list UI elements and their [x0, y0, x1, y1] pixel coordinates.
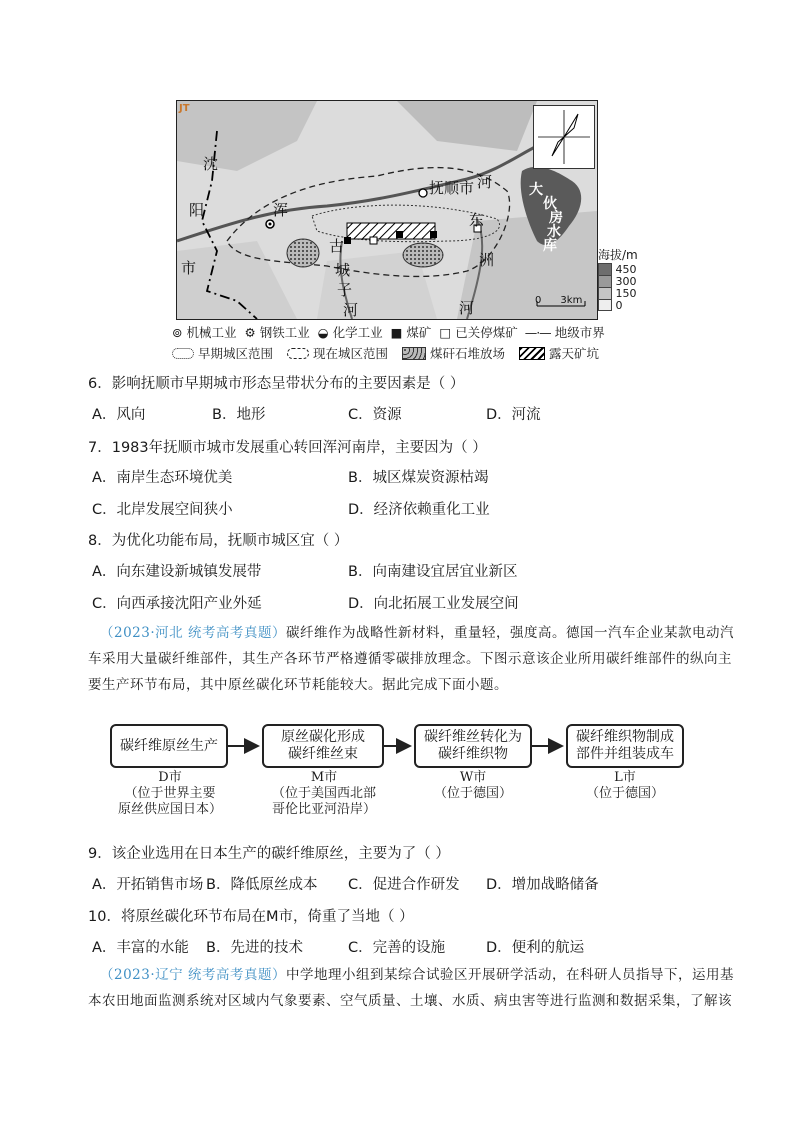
flow-step-location	[404, 770, 542, 802]
machinery-icon: ⊚	[172, 324, 183, 340]
map-label-zi: 子	[337, 281, 353, 299]
early-area-icon	[172, 348, 194, 359]
passage-line: 要生产环节布局，其中原丝碳化环节耗能较大。据此完成下面小题。	[88, 677, 508, 693]
elevation-level: 450	[615, 262, 637, 276]
legend-steel: 钢铁工业	[259, 325, 310, 340]
q7-option-b[interactable]: B．城区煤炭资源枯竭	[348, 470, 489, 486]
closed-mine-icon: □	[435, 324, 452, 340]
coal-mine-marker	[344, 237, 351, 244]
chemical-icon	[419, 189, 427, 197]
flow-step-text: 碳纤维织物	[438, 746, 508, 762]
flow-city: L市	[614, 770, 636, 785]
legend-coal-mine: 煤矿	[406, 325, 432, 340]
flow-note: （位于世界主要	[124, 786, 216, 801]
map-label-zhou: 洲	[479, 251, 495, 269]
legend-gangue: 煤矸石堆放场	[430, 346, 506, 361]
elevation-level: 0	[615, 298, 623, 312]
coal-mine-marker	[396, 231, 403, 238]
flow-step-text: 碳纤维织物制成	[576, 729, 674, 745]
map-label-cheng: 城	[335, 261, 351, 279]
current-area-icon	[287, 348, 309, 359]
coal-mine-marker	[430, 231, 437, 238]
q8-option-d[interactable]: D．向北拓展工业发展空间	[348, 596, 519, 612]
passage-farmland-monitoring	[88, 962, 740, 1014]
map-label-he-gucheng: 河	[343, 301, 359, 319]
production-flow-diagram	[0, 720, 794, 820]
map-label-gu: 古	[329, 237, 345, 255]
q8-option-b[interactable]: B．向南建设宜居宜业新区	[348, 564, 518, 580]
legend-machinery: 机械工业	[186, 325, 237, 340]
flow-city: M市	[310, 770, 338, 785]
flow-note: 哥伦比亚河沿岸）	[271, 802, 376, 817]
q6-option-a[interactable]: A．风向	[92, 407, 146, 423]
q9-option-c[interactable]: C．促进合作研发	[348, 877, 460, 893]
map-label-ku: 库	[543, 238, 557, 254]
gangue-pile	[287, 239, 319, 267]
legend-early-area: 早期城区范围	[198, 346, 274, 361]
passage-source: （2023·河北 统考高考真题）	[100, 625, 286, 641]
legend-open-pit: 露天矿坑	[549, 346, 600, 361]
elevation-level: 300	[615, 274, 637, 288]
passage-line: 中学地理小组到某综合试验区开展研学活动，在科研人员指导下，运用基	[285, 967, 734, 983]
map-label-shi: 市	[181, 259, 197, 277]
elevation-title: 海拔/m	[598, 248, 638, 262]
closed-mine-marker	[370, 237, 377, 244]
flow-city: D市	[158, 770, 182, 785]
boundary-icon: —·—	[521, 324, 551, 340]
legend-closed-mine: 已关停煤矿	[455, 325, 518, 340]
fushun-map	[176, 100, 598, 320]
question-7-stem: 7．1983年抚顺市城市发展重心转回浑河南岸，主要因为（ ）	[88, 440, 487, 456]
map-label-da: 大	[529, 182, 543, 198]
flow-note: （位于美国西北部	[271, 786, 376, 801]
elevation-level: 150	[615, 286, 637, 300]
q7-option-a[interactable]: A．南岸生态环境优美	[92, 470, 233, 486]
legend-boundary: 地级市界	[554, 325, 605, 340]
flow-step-text: 碳纤维原丝生产	[120, 737, 218, 754]
passage-line: 碳纤维作为战略性新材料，重量轻，强度高。德国一汽车企业某款电动汽	[285, 625, 734, 641]
q6-option-c[interactable]: C．资源	[348, 407, 402, 423]
q9-option-a[interactable]: A．开拓销售市场	[92, 877, 204, 893]
question-8-stem: 8．为优化功能布局，抚顺市城区宜（ ）	[88, 533, 349, 549]
map-label-dong: 东	[469, 211, 485, 229]
map-legend-row2	[172, 344, 599, 362]
map-label-fang: 房	[549, 210, 563, 226]
q8-option-c[interactable]: C．向西承接沈阳产业外延	[92, 596, 262, 612]
elevation-legend	[598, 246, 638, 311]
map-legend-row1	[172, 323, 605, 341]
flow-note: （位于德国）	[585, 786, 664, 801]
q10-option-b[interactable]: B．先进的技术	[206, 940, 303, 956]
gangue-pile	[403, 243, 443, 267]
flow-step-text: 碳纤维丝束	[288, 746, 358, 762]
open-pit	[347, 223, 435, 239]
flow-step-carbonization	[262, 724, 384, 768]
flow-step-text: 原丝碳化形成	[281, 729, 365, 745]
question-6-stem: 6．影响抚顺市早期城市形态呈带状分布的主要因素是（ ）	[88, 376, 465, 392]
q9-option-d[interactable]: D．增加战略储备	[486, 877, 599, 893]
map-scale-label: 0 3km	[535, 295, 583, 306]
map-label-he-dongzhou: 河	[459, 299, 475, 317]
steel-icon: ⚙	[240, 324, 256, 340]
passage-carbon-fiber	[88, 620, 740, 698]
flow-step-text: 碳纤维丝转化为	[424, 729, 522, 745]
question-9-stem: 9．该企业选用在日本生产的碳纤维原丝，主要为了（ ）	[88, 846, 450, 862]
map-label-yang: 阳	[189, 201, 205, 219]
chemical-icon: ◒	[313, 324, 329, 340]
flow-step-text: 部件并组装成车	[576, 746, 674, 762]
map-label-shui: 水	[547, 224, 561, 240]
flow-step-raw-fiber	[110, 724, 228, 768]
map-label-huo: 伙	[543, 196, 557, 212]
passage-line: 车采用大量碳纤维部件，其生产各环节严格遵循零碳排放理念。下图示意该企业所用碳纤维部件的纵向主	[88, 651, 732, 667]
map-corner-logo: JT	[179, 103, 190, 114]
q6-option-d[interactable]: D．河流	[486, 407, 541, 423]
flow-city: W市	[459, 770, 487, 785]
open-pit-icon	[519, 347, 545, 360]
q6-option-b[interactable]: B．地形	[212, 407, 266, 423]
map-label-fushun: 抚顺市	[429, 179, 475, 197]
question-10-stem: 10．将原丝碳化环节布局在M市，倚重了当地（ ）	[88, 909, 414, 925]
q7-option-d[interactable]: D．经济依赖重化工业	[348, 502, 490, 518]
legend-current-area: 现在城区范围	[313, 346, 389, 361]
wind-rose-inset	[533, 105, 595, 169]
flow-step-fabric	[414, 724, 532, 768]
q10-option-a[interactable]: A．丰富的水能	[92, 940, 189, 956]
flow-note: 原丝供应国日本）	[117, 802, 222, 817]
flow-step-assembly	[566, 724, 684, 768]
flow-step-location	[252, 770, 396, 818]
gangue-icon	[402, 347, 426, 360]
map-label-hun: 浑	[273, 201, 289, 219]
map-label-shen: 沈	[203, 155, 219, 173]
q8-option-a[interactable]: A．向东建设新城镇发展带	[92, 564, 262, 580]
passage-line: 本农田地面监测系统对区域内气象要素、空气质量、土壤、水质、病虫害等进行监测和数据采集，了解该	[88, 993, 732, 1009]
legend-chemical: 化学工业	[332, 325, 383, 340]
flow-step-location	[100, 770, 240, 818]
q7-option-c[interactable]: C．北岸发展空间狭小	[92, 502, 233, 518]
flow-note: （位于德国）	[433, 786, 512, 801]
q10-option-d[interactable]: D．便利的航运	[486, 940, 585, 956]
flow-step-location	[556, 770, 694, 802]
q10-option-c[interactable]: C．完善的设施	[348, 940, 446, 956]
passage-source: （2023·辽宁 统考高考真题）	[100, 967, 286, 983]
coal-mine-icon: ■	[386, 324, 403, 340]
map-label-he: 河	[477, 173, 493, 191]
q9-option-b[interactable]: B．降低原丝成本	[206, 877, 318, 893]
